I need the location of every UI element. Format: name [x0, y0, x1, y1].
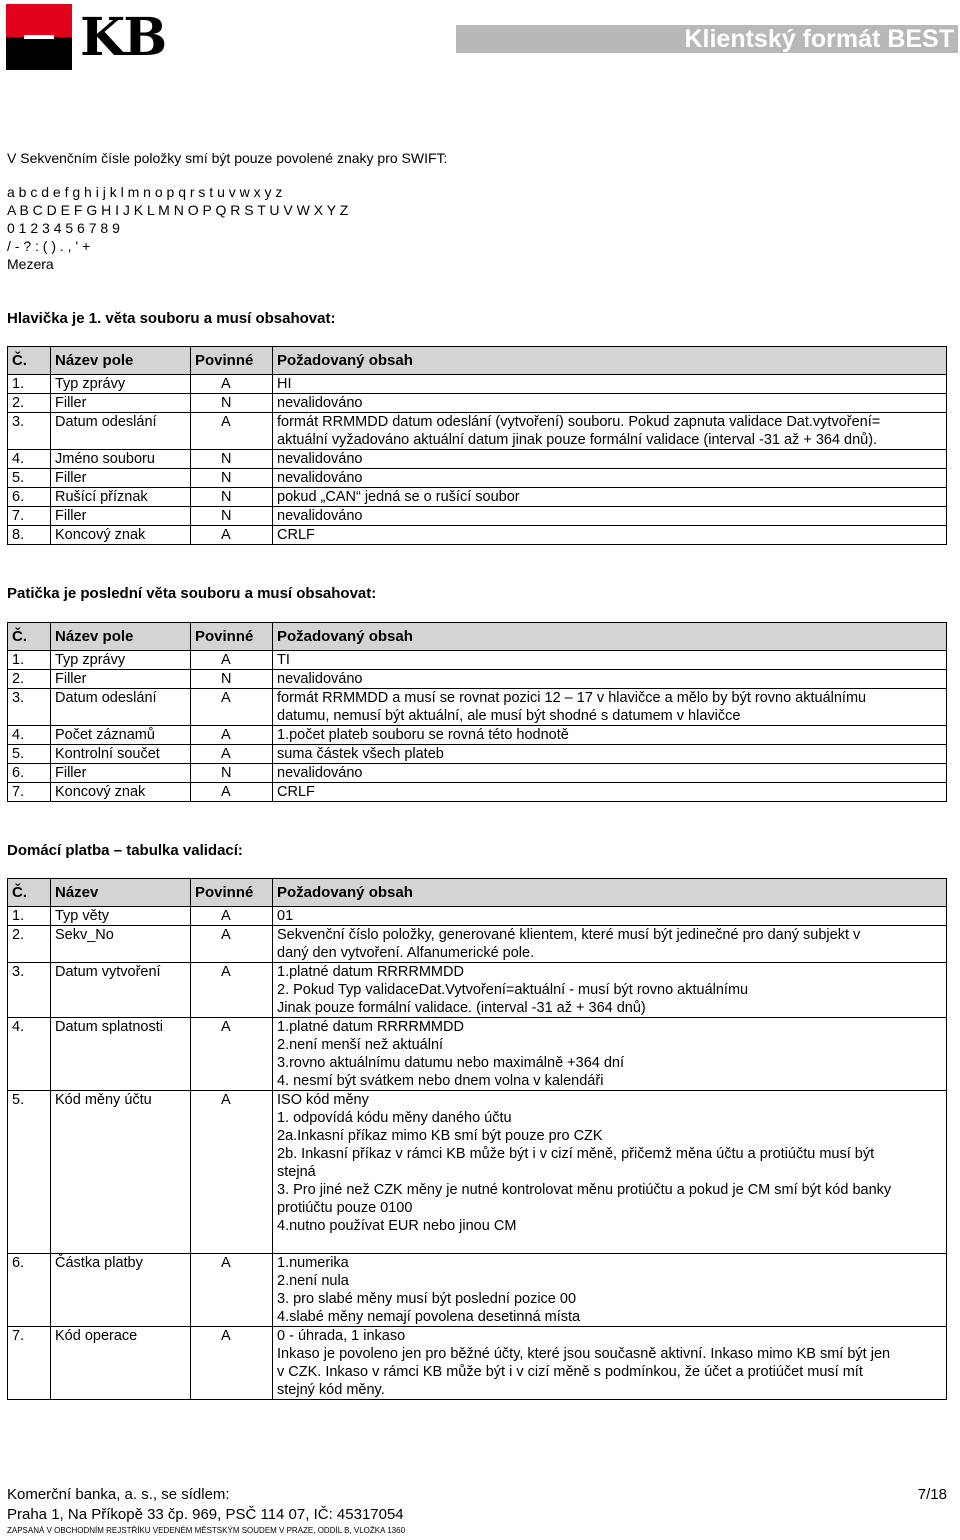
content-line: nevalidováno	[277, 671, 363, 687]
table-row	[8, 1091, 947, 1254]
content-line: nevalidováno	[277, 470, 363, 486]
intro-line: 0 1 2 3 4 5 6 7 8 9	[7, 220, 120, 236]
kb-logo-mark	[6, 4, 72, 70]
content-line: daný den vytvoření. Alfanumerické pole.	[277, 945, 535, 961]
row-number: 4.	[8, 1018, 51, 1091]
content-line: 01	[277, 908, 294, 924]
field-name: Rušící příznak	[51, 488, 191, 507]
table-row	[8, 745, 947, 764]
intro-line: A B C D E F G H I J K L M N O P Q R S T U V W X Y Z	[7, 202, 349, 218]
intro-line: Mezera	[7, 256, 54, 272]
field-name: Koncový znak	[51, 526, 191, 545]
column-header: Č.	[8, 623, 51, 651]
required-flag: N	[191, 507, 273, 526]
field-name: Typ zprávy	[51, 651, 191, 670]
row-number: 5.	[8, 469, 51, 488]
content-line: suma částek všech plateb	[277, 746, 444, 762]
content-line: 1.platné datum RRRRMMDD	[277, 1019, 464, 1035]
column-header: Požadovaný obsah	[273, 623, 947, 651]
table-row	[8, 394, 947, 413]
field-name: Datum odeslání	[51, 689, 191, 726]
content-line: stejný kód měny.	[277, 1382, 385, 1398]
content-line: Inkaso je povoleno jen pro běžné účty, které jsou současně aktivní. Inkaso mimo KB smí být jen	[277, 1346, 891, 1362]
required-content	[273, 689, 947, 726]
content-line: nevalidováno	[277, 765, 363, 781]
field-name: Filler	[51, 764, 191, 783]
column-header: Povinné	[191, 623, 273, 651]
content-line: 4.nutno používat EUR nebo jinou CM	[277, 1218, 517, 1234]
content-line: 1.numerika	[277, 1255, 349, 1271]
row-number: 2.	[8, 394, 51, 413]
table-row	[8, 926, 947, 963]
field-name: Typ zprávy	[51, 375, 191, 394]
column-header: Č.	[8, 879, 51, 907]
content-line: 1.počet plateb souboru se rovná této hodnotě	[277, 727, 569, 743]
required-content	[273, 526, 947, 545]
field-name: Sekv_No	[51, 926, 191, 963]
table-row	[8, 670, 947, 689]
row-number: 1.	[8, 375, 51, 394]
field-name: Filler	[51, 469, 191, 488]
page-header	[0, 0, 960, 80]
required-content	[273, 783, 947, 802]
footer-company: Komerční banka, a. s., se sídlem:	[7, 1486, 230, 1503]
column-header: Povinné	[191, 879, 273, 907]
required-content	[273, 670, 947, 689]
required-flag: A	[191, 1091, 273, 1254]
required-content	[273, 450, 947, 469]
required-content	[273, 1327, 947, 1400]
content-line: 4.slabé měny nemají povolena desetinná místa	[277, 1309, 581, 1325]
required-flag: A	[191, 726, 273, 745]
row-number: 3.	[8, 963, 51, 1018]
content-line	[277, 1235, 942, 1253]
column-header: Název	[51, 879, 191, 907]
required-content	[273, 413, 947, 450]
content-line: 3.rovno aktuálnímu datumu nebo maximálně +364 dní	[277, 1055, 625, 1071]
document-title: Klientský formát BEST	[684, 25, 954, 53]
column-header: Požadovaný obsah	[273, 347, 947, 375]
required-flag: A	[191, 907, 273, 926]
kb-logo-text: KB	[80, 7, 166, 68]
row-number: 3.	[8, 689, 51, 726]
required-content	[273, 963, 947, 1018]
domestic-validation-table	[7, 878, 947, 1400]
row-number: 5.	[8, 1091, 51, 1254]
footer-section-title: Patička je poslední věta souboru a musí obsahovat:	[7, 585, 377, 602]
content-line: v CZK. Inkaso v rámci KB může být i v cizí měně s podmínkou, že účet a protiúčet musí mít	[277, 1364, 863, 1380]
intro-line: V Sekvenčním čísle položky smí být pouze povolené znaky pro SWIFT:	[7, 150, 448, 166]
field-name: Kontrolní součet	[51, 745, 191, 764]
table-row	[8, 651, 947, 670]
required-content	[273, 1254, 947, 1327]
table-row	[8, 413, 947, 450]
required-content	[273, 907, 947, 926]
required-content	[273, 507, 947, 526]
required-flag: N	[191, 450, 273, 469]
required-flag: A	[191, 651, 273, 670]
field-name: Kód měny účtu	[51, 1091, 191, 1254]
table-row	[8, 689, 947, 726]
page-number: 7/18	[917, 1486, 947, 1503]
field-name: Částka platby	[51, 1254, 191, 1327]
field-name: Datum vytvoření	[51, 963, 191, 1018]
row-number: 1.	[8, 907, 51, 926]
content-line: 1. odpovídá kódu měny daného účtu	[277, 1110, 512, 1126]
table-row	[8, 783, 947, 802]
column-header: Povinné	[191, 347, 273, 375]
content-line: aktuální vyžadováno aktuální datum jinak pouze formální validace (interval -31 až + 364 dnů).	[277, 432, 878, 448]
content-line: stejná	[277, 1164, 316, 1180]
content-line: 3. pro slabé měny musí být poslední pozice 00	[277, 1291, 577, 1307]
header-section-title: Hlavička je 1. věta souboru a musí obsahovat:	[7, 310, 336, 327]
field-name: Počet záznamů	[51, 726, 191, 745]
required-flag: A	[191, 926, 273, 963]
content-line: 2.není menší než aktuální	[277, 1037, 444, 1053]
content-line: ISO kód měny	[277, 1092, 369, 1108]
kb-logo	[6, 4, 196, 72]
required-content	[273, 394, 947, 413]
content-line: TI	[277, 652, 290, 668]
required-content	[273, 726, 947, 745]
required-flag: N	[191, 488, 273, 507]
content-line: Sekvenční číslo položky, generované klientem, které musí být jedinečné pro daný subjekt v	[277, 927, 861, 943]
required-content	[273, 469, 947, 488]
content-line: nevalidováno	[277, 395, 363, 411]
column-header: Požadovaný obsah	[273, 879, 947, 907]
required-flag: A	[191, 745, 273, 764]
required-flag: A	[191, 526, 273, 545]
table-row	[8, 526, 947, 545]
domestic-section-title: Domácí platba – tabulka validací:	[7, 842, 243, 859]
required-flag: A	[191, 1327, 273, 1400]
intro-line: a b c d e f g h i j k l m n o p q r s t u v w x y z	[7, 184, 283, 200]
content-line: nevalidováno	[277, 508, 363, 524]
content-line: 3. Pro jiné než CZK měny je nutné kontrolovat měnu protiúčtu a pokud je CM smí být kód banky	[277, 1182, 892, 1198]
table-row	[8, 1018, 947, 1091]
required-flag: A	[191, 375, 273, 394]
content-line: CRLF	[277, 527, 315, 543]
header-fields-table	[7, 346, 947, 545]
table-row	[8, 963, 947, 1018]
table-row	[8, 488, 947, 507]
column-header: Název pole	[51, 623, 191, 651]
content-line: pokud „CAN“ jedná se o rušící soubor	[277, 489, 520, 505]
footer-registry: ZAPSANÁ V OBCHODNÍM REJSTŘÍKU VEDENÉM MĚSTSKÝM SOUDEM V PRAZE, ODDÍL B, VLOŽKA 1360	[7, 1526, 406, 1535]
field-name: Typ věty	[51, 907, 191, 926]
swift-characters-intro	[7, 149, 947, 273]
content-line: 1.platné datum RRRRMMDD	[277, 964, 464, 980]
content-line: HI	[277, 376, 292, 392]
row-number: 2.	[8, 926, 51, 963]
field-name: Filler	[51, 394, 191, 413]
field-name: Jméno souboru	[51, 450, 191, 469]
table-row	[8, 469, 947, 488]
table-header-row	[8, 879, 947, 907]
field-name: Datum splatnosti	[51, 1018, 191, 1091]
table-row	[8, 726, 947, 745]
content-line: protiúčtu pouze 0100	[277, 1200, 413, 1216]
table-row	[8, 1254, 947, 1327]
document-title-bar	[456, 25, 958, 53]
required-flag: A	[191, 963, 273, 1018]
content-line: 2.není nula	[277, 1273, 349, 1289]
page-footer	[7, 1486, 947, 1535]
content-line: 2b. Inkasní příkaz v rámci KB může být i v cizí měně, přičemž měna účtu a protiúčtu musí být	[277, 1146, 875, 1162]
table-row	[8, 450, 947, 469]
required-content	[273, 375, 947, 394]
table-row	[8, 507, 947, 526]
required-content	[273, 926, 947, 963]
row-number: 4.	[8, 726, 51, 745]
required-flag: N	[191, 394, 273, 413]
table-header-row	[8, 623, 947, 651]
intro-line: / - ? : ( ) . , ' +	[7, 238, 91, 254]
required-content	[273, 745, 947, 764]
content-line: Jinak pouze formální validace. (interval -31 až + 364 dnů)	[277, 1000, 646, 1016]
required-flag: A	[191, 689, 273, 726]
required-content	[273, 1018, 947, 1091]
row-number: 2.	[8, 670, 51, 689]
row-number: 5.	[8, 745, 51, 764]
content-line: formát RRMMDD a musí se rovnat pozici 12 – 17 v hlavičce a mělo by být rovno aktuálnímu	[277, 690, 867, 706]
row-number: 6.	[8, 488, 51, 507]
required-content	[273, 1091, 947, 1254]
footer-fields-table	[7, 622, 947, 802]
content-line: datumu, nemusí být aktuální, ale musí být shodné s datumem v hlavičce	[277, 708, 741, 724]
field-name: Filler	[51, 507, 191, 526]
row-number: 7.	[8, 1327, 51, 1400]
row-number: 7.	[8, 507, 51, 526]
table-row	[8, 907, 947, 926]
column-header: Název pole	[51, 347, 191, 375]
table-row	[8, 375, 947, 394]
table-header-row	[8, 347, 947, 375]
row-number: 6.	[8, 764, 51, 783]
table-row	[8, 1327, 947, 1400]
column-header: Č.	[8, 347, 51, 375]
field-name: Datum odeslání	[51, 413, 191, 450]
field-name: Filler	[51, 670, 191, 689]
required-flag: A	[191, 1018, 273, 1091]
required-flag: N	[191, 670, 273, 689]
content-line: 2a.Inkasní příkaz mimo KB smí být pouze pro CZK	[277, 1128, 603, 1144]
required-flag: A	[191, 783, 273, 802]
required-flag: N	[191, 764, 273, 783]
footer-address: Praha 1, Na Příkopě 33 čp. 969, PSČ 114 07, IČ: 45317054	[7, 1506, 404, 1523]
content-line: nevalidováno	[277, 451, 363, 467]
content-line: CRLF	[277, 784, 315, 800]
field-name: Kód operace	[51, 1327, 191, 1400]
table-row	[8, 764, 947, 783]
required-flag: N	[191, 469, 273, 488]
row-number: 7.	[8, 783, 51, 802]
row-number: 3.	[8, 413, 51, 450]
required-flag: A	[191, 1254, 273, 1327]
content-line: 2. Pokud Typ validaceDat.Vytvoření=aktuální - musí být rovno aktuálnímu	[277, 982, 749, 998]
field-name: Koncový znak	[51, 783, 191, 802]
content-line: 0 - úhrada, 1 inkaso	[277, 1328, 406, 1344]
required-flag: A	[191, 413, 273, 450]
row-number: 1.	[8, 651, 51, 670]
content-line: formát RRMMDD datum odeslání (vytvoření) souboru. Pokud zapnuta validace Dat.vytvoření=	[277, 414, 881, 430]
row-number: 6.	[8, 1254, 51, 1327]
row-number: 8.	[8, 526, 51, 545]
required-content	[273, 764, 947, 783]
content-line: 4. nesmí být svátkem nebo dnem volna v kalendáři	[277, 1073, 604, 1089]
required-content	[273, 488, 947, 507]
row-number: 4.	[8, 450, 51, 469]
required-content	[273, 651, 947, 670]
